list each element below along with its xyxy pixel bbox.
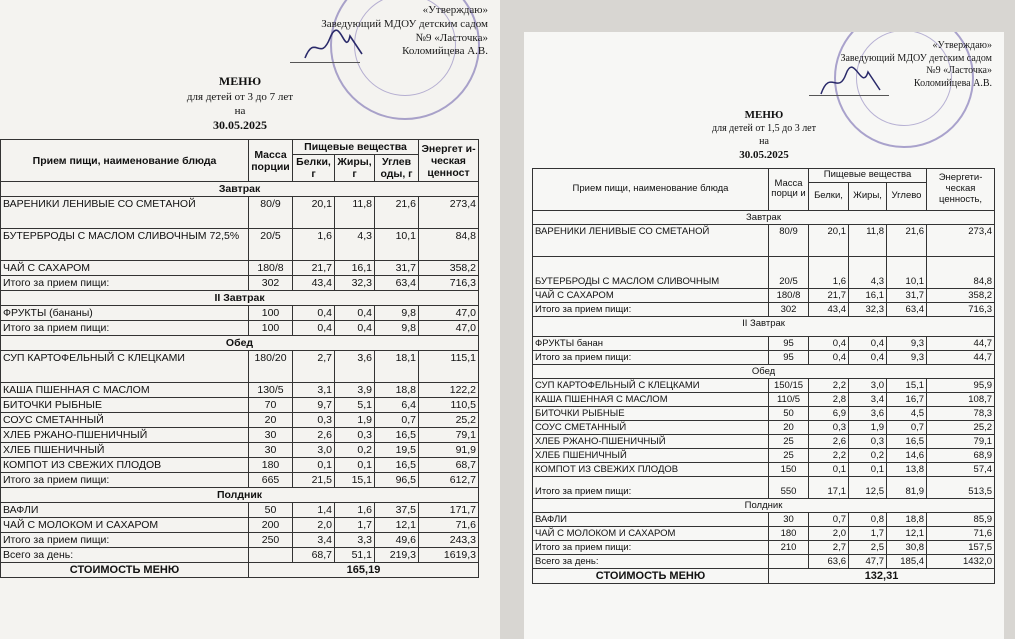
- cost-row: [533, 568, 995, 583]
- header-energy: Энергети-ческая ценность,: [927, 169, 995, 211]
- table-row: ФРУКТЫ банан 95 0,4 0,4 9,3 44,7: [533, 336, 995, 350]
- table-row: ВАРЕНИКИ ЛЕНИВЫЕ СО СМЕТАНОЙ 80/9 20,1 11,8 21,6 273,4: [1, 197, 479, 229]
- cost-row: [1, 563, 479, 578]
- table-row: ВАФЛИ 30 0,7 0,8 18,8 85,9: [533, 512, 995, 526]
- table-row: КОМПОТ ИЗ СВЕЖИХ ПЛОДОВ 150 0,1 0,1 13,8 57,4: [533, 462, 995, 476]
- signature-scribble: [816, 62, 886, 102]
- section-breakfast2: II Завтрак: [1, 291, 479, 306]
- section-breakfast: Завтрак: [533, 210, 995, 224]
- approval-signatory: Коломийцева А.В.: [913, 77, 992, 89]
- table-row: БИТОЧКИ РЫБНЫЕ 70 9,7 5,1 6,4 110,5: [1, 398, 479, 413]
- table-row: ВАРЕНИКИ ЛЕНИВЫЕ СО СМЕТАНОЙ 80/9 20,1 11,8 21,6 273,4: [533, 224, 995, 256]
- cost-label: СТОИМОСТЬ МЕНЮ: [533, 568, 769, 583]
- table-row: ЧАЙ С САХАРОМ 180/8 21,7 16,1 31,7 358,2: [533, 288, 995, 302]
- menu-on: на: [759, 136, 769, 148]
- approval-title: «Утверждаю»: [932, 40, 992, 51]
- subtotal-row: Итого за прием пищи: 665 21,5 15,1 96,5 612,7: [1, 473, 479, 488]
- cost-value: 132,31: [769, 568, 995, 583]
- table-header-row: [1, 140, 479, 155]
- header-mass: Масса порци и: [769, 169, 809, 211]
- subtotal-row: Итого за прием пищи: 100 0,4 0,4 9,8 47,0: [1, 321, 479, 336]
- approval-position: Заведующий МДОУ детским садом: [840, 52, 992, 64]
- menu-sheet-younger: [524, 32, 1004, 639]
- menu-audience: для детей от 1,5 до 3 лет: [712, 123, 816, 135]
- cost-label: СТОИМОСТЬ МЕНЮ: [1, 563, 249, 578]
- subtotal-row: Итого за прием пищи: 210 2,7 2,5 30,8 157,5: [533, 540, 995, 554]
- approval-position: Заведующий МДОУ детским садом: [321, 17, 488, 30]
- header-energy: Энергет и-ческая ценност: [419, 140, 479, 182]
- cost-value: 165,19: [249, 563, 479, 578]
- table-row: СУП КАРТОФЕЛЬНЫЙ С КЛЕЦКАМИ 180/20 2,7 3,6 18,1 115,1: [1, 351, 479, 383]
- day-total-row: Всего за день: 63,6 47,7 185,4 1432,0: [533, 554, 995, 568]
- header-fat: Жиры, г: [335, 155, 375, 182]
- menu-date: 30.05.2025: [739, 149, 789, 162]
- header-carbs: Углев оды, г: [375, 155, 419, 182]
- table-row: ХЛЕБ РЖАНО-ПШЕНИЧНЫЙ 30 2,6 0,3 16,5 79,1: [1, 428, 479, 443]
- header-protein: Белки,: [809, 182, 849, 210]
- header-fat: Жиры,: [849, 182, 887, 210]
- header-dish: Прием пищи, наименование блюда: [533, 169, 769, 211]
- subtotal-row: Итого за прием пищи: 250 3,4 3,3 49,6 243,3: [1, 533, 479, 548]
- subtotal-row: Итого за прием пищи: 95 0,4 0,4 9,3 44,7: [533, 350, 995, 364]
- subtotal-row: Итого за прием пищи: 302 43,4 32,3 63,4 716,3: [533, 302, 995, 316]
- section-lunch: Обед: [533, 364, 995, 378]
- menu-table: [532, 168, 995, 584]
- menu-on: на: [234, 104, 246, 117]
- menu-heading: МЕНЮ: [744, 109, 784, 121]
- table-row: ФРУКТЫ (бананы) 100 0,4 0,4 9,8 47,0: [1, 306, 479, 321]
- day-total-row: Всего за день: 68,7 51,1 219,3 1619,3: [1, 548, 479, 563]
- header-nutrients: Пищевые вещества: [809, 169, 927, 183]
- table-row: ХЛЕБ РЖАНО-ПШЕНИЧНЫЙ 25 2,6 0,3 16,5 79,1: [533, 434, 995, 448]
- section-snack: Полдник: [533, 498, 995, 512]
- section-snack: Полдник: [1, 488, 479, 503]
- signature-scribble: [300, 28, 370, 68]
- table-row: ХЛЕБ ПШЕНИЧНЫЙ 25 2,2 0,2 14,6 68,9: [533, 448, 995, 462]
- table-row: СОУС СМЕТАННЫЙ 20 0,3 1,9 0,7 25,2: [1, 413, 479, 428]
- table-row: КОМПОТ ИЗ СВЕЖИХ ПЛОДОВ 180 0,1 0,1 16,5 68,7: [1, 458, 479, 473]
- menu-date: 30.05.2025: [213, 118, 267, 133]
- table-row: СОУС СМЕТАННЫЙ 20 0,3 1,9 0,7 25,2: [533, 420, 995, 434]
- table-row: КАША ПШЕННАЯ С МАСЛОМ 130/5 3,1 3,9 18,8 122,2: [1, 383, 479, 398]
- table-row: ЧАЙ С МОЛОКОМ И САХАРОМ 200 2,0 1,7 12,1 71,6: [1, 518, 479, 533]
- table-row: ЧАЙ С МОЛОКОМ И САХАРОМ 180 2,0 1,7 12,1 71,6: [533, 526, 995, 540]
- table-row: КАША ПШЕННАЯ С МАСЛОМ 110/5 2,8 3,4 16,7 108,7: [533, 392, 995, 406]
- menu-title-block: [150, 74, 330, 134]
- menu-table: [0, 139, 479, 578]
- table-row: ХЛЕБ ПШЕНИЧНЫЙ 30 3,0 0,2 19,5 91,9: [1, 443, 479, 458]
- table-row: БУТЕРБРОДЫ С МАСЛОМ СЛИВОЧНЫМ 20/5 1,6 4,3 10,1 84,8: [533, 256, 995, 288]
- approval-org: №9 «Ласточка»: [926, 65, 992, 76]
- approval-signatory: Коломийцева А.В.: [402, 45, 488, 58]
- table-row: ЧАЙ С САХАРОМ 180/8 21,7 16,1 31,7 358,2: [1, 261, 479, 276]
- header-protein: Белки, г: [293, 155, 335, 182]
- approval-org: №9 «Ласточка»: [415, 31, 488, 44]
- table-row: БИТОЧКИ РЫБНЫЕ 50 6,9 3,6 4,5 78,3: [533, 406, 995, 420]
- menu-heading: МЕНЮ: [218, 74, 262, 88]
- table-row: БУТЕРБРОДЫ С МАСЛОМ СЛИВОЧНЫМ 72,5% 20/5 1,6 4,3 10,1 84,8: [1, 229, 479, 261]
- approval-title: «Утверждаю»: [422, 4, 488, 16]
- menu-title-block: [674, 108, 854, 163]
- table-row: СУП КАРТОФЕЛЬНЫЙ С КЛЕЦКАМИ 150/15 2,2 3,0 15,1 95,9: [533, 378, 995, 392]
- section-breakfast2: II Завтрак: [533, 316, 995, 336]
- header-carbs: Углево: [887, 182, 927, 210]
- header-mass: Масса порции: [249, 140, 293, 182]
- table-header-row: [533, 169, 995, 183]
- subtotal-row: Итого за прием пищи: 302 43,4 32,3 63,4 716,3: [1, 276, 479, 291]
- subtotal-row: Итого за прием пищи: 550 17,1 12,5 81,9 513,5: [533, 476, 995, 498]
- header-dish: Прием пищи, наименование блюда: [1, 140, 249, 182]
- menu-audience: для детей от 3 до 7 лет: [186, 90, 294, 103]
- menu-sheet-older: [0, 0, 500, 639]
- table-row: ВАФЛИ 50 1,4 1,6 37,5 171,7: [1, 503, 479, 518]
- header-nutrients: Пищевые вещества: [293, 140, 419, 155]
- section-breakfast: Завтрак: [1, 182, 479, 197]
- section-lunch: Обед: [1, 336, 479, 351]
